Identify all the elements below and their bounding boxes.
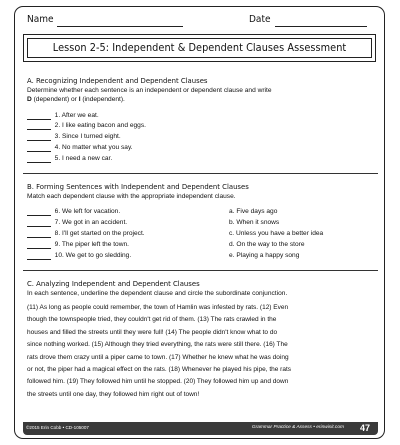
paragraph-line: rats drove them crazy until a piper came to town. (17) Whether he knew what he was doing xyxy=(27,353,289,361)
section-divider xyxy=(23,173,378,174)
match-option: b. When it snows xyxy=(229,219,280,226)
section-b-instructions: Match each dependent clause with the appropriate independent clause. xyxy=(27,193,236,200)
match-option: c. Unless you have a better idea xyxy=(229,230,324,237)
answer-blank[interactable] xyxy=(27,156,51,163)
paragraph-line: houses and filled the streets until they were full! (14) The people didn't know what to do xyxy=(27,328,278,336)
answer-blank[interactable] xyxy=(27,253,51,260)
answer-blank[interactable] xyxy=(27,123,51,130)
section-divider xyxy=(23,270,378,271)
list-item: 8. I'll get started on the project. xyxy=(27,230,145,238)
copyright-text: ©2015 Erin Cobb • CD-105007 xyxy=(26,425,89,430)
name-line[interactable] xyxy=(57,26,183,27)
match-option: e. Playing a happy song xyxy=(229,252,300,259)
page-title: Lesson 2-5: Independent & Dependent Clauses Assessment xyxy=(52,42,347,54)
section-a-instructions-line2: D (dependent) or I (independent). xyxy=(27,96,125,103)
answer-blank[interactable] xyxy=(27,145,51,152)
name-label: Name xyxy=(27,14,54,25)
list-item: 2. I like eating bacon and eggs. xyxy=(27,122,146,130)
paragraph-line: (11) As long as people could remember, the town of Hamlin was infested by rats. (12) Even xyxy=(27,304,289,311)
paragraph-line: or not, the piper had a magical effect on the rats. (18) Whenever he played his pipe, the rats xyxy=(27,366,292,374)
paragraph-line: though the townspeople tried, they couldn't get rid of them. (13) The rats crawled in the xyxy=(27,316,277,324)
list-item: 7. We got in an accident. xyxy=(27,219,127,227)
page-number: 47 xyxy=(359,423,370,433)
section-a-instructions: Determine whether each sentence is an independent or dependent clause and write xyxy=(27,87,272,94)
list-item: 6. We left for vacation. xyxy=(27,208,120,216)
paragraph-line: the streets until one day, they followed him right out of town! xyxy=(27,390,200,398)
date-line[interactable] xyxy=(275,26,367,27)
list-item: 9. The piper left the town. xyxy=(27,241,129,249)
match-option: a. Five days ago xyxy=(229,208,278,215)
paragraph-line: since nothing worked. (15) Although they tried everything, the rats were still there. (16) The xyxy=(27,341,288,349)
list-item: 5. I need a new car. xyxy=(27,155,112,163)
series-text: Grammar Practice & Assess • erinwisit.com xyxy=(251,425,344,430)
name-date-row xyxy=(27,14,367,30)
answer-blank[interactable] xyxy=(27,209,51,216)
worksheet-page xyxy=(14,6,385,439)
section-b-heading: B. Forming Sentences with Independent and Dependent Clauses xyxy=(27,182,249,191)
answer-blank[interactable] xyxy=(27,231,51,238)
paragraph-line: followed him. (19) They followed him until he stopped. (20) They followed him up and down xyxy=(27,378,289,386)
section-c-heading: C. Analyzing Independent and Dependent Clauses xyxy=(27,279,200,288)
answer-blank[interactable] xyxy=(27,113,51,120)
answer-blank[interactable] xyxy=(27,242,51,249)
answer-blank[interactable] xyxy=(27,220,51,227)
list-item: 4. No matter what you say. xyxy=(27,144,133,152)
date-label: Date xyxy=(249,14,271,25)
match-option: d. On the way to the store xyxy=(229,241,305,248)
list-item: 3. Since I turned eight. xyxy=(27,133,121,141)
list-item: 10. We get to go sledding. xyxy=(27,252,131,260)
section-a-heading: A. Recognizing Independent and Dependent Clauses xyxy=(27,76,208,85)
page-footer xyxy=(23,422,378,435)
title-box xyxy=(23,34,376,62)
answer-blank[interactable] xyxy=(27,134,51,141)
section-c-instructions: In each sentence, underline the dependent clause and circle the subordinate conjunction. xyxy=(27,290,288,297)
list-item: 1. After we eat. xyxy=(27,112,99,120)
story-paragraph xyxy=(27,302,373,401)
